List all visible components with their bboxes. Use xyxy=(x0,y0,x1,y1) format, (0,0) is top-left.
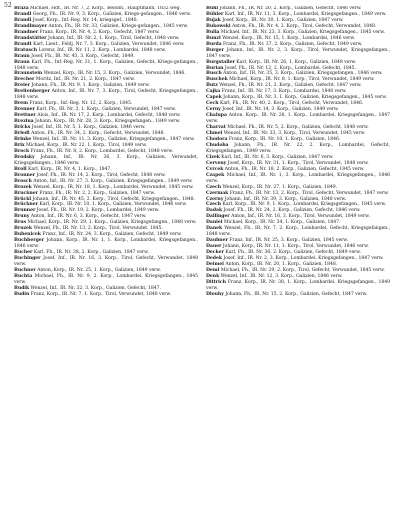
entry-details: Karl, Korp., IR. Nr. 9, 1. Korp., Lombardei, Kriegsgefangen., 1845 verw. xyxy=(222,202,387,208)
entry-name: Cerveny xyxy=(206,160,227,166)
entry-name: Busch xyxy=(206,71,222,77)
list-entry xyxy=(14,256,198,268)
entry-name: Brezina xyxy=(14,119,34,125)
list-entry xyxy=(206,280,390,292)
entry-name: Burian xyxy=(206,65,224,71)
entry-name: Brückl xyxy=(14,196,32,202)
entry-name: Braun xyxy=(14,53,30,59)
entry-details: Wenzel, Korp., IR. Nr. 15, 1. Korp., Lombardei, 1846 verw. xyxy=(222,35,355,41)
entry-name: Brückner xyxy=(14,202,38,208)
entry-details: Johann, Inf., IR. Nr. 39, 3. Korp., Galizien, 1848 verw. xyxy=(224,196,347,202)
entry-name: Bruckner xyxy=(14,190,38,196)
list-entry xyxy=(14,60,198,72)
entry-name: Brenner xyxy=(14,107,35,113)
entry-details: Michael, Korp., IR. Nr. 34, 1. Korp., Galizien, 1847. xyxy=(223,220,341,226)
list-entry xyxy=(206,173,390,185)
entry-details: Wenzel, Inf., IR. Nr. 33, 3. Korp., Tirol, Verwundet, 1845 verw. xyxy=(223,131,366,137)
entry-name: Dallinger xyxy=(206,214,230,220)
entry-name: Dedek xyxy=(206,256,222,262)
entry-details: Anton, Fh., IR. Nr. 33, Galizien, Kriegs-gefangen., 1845 verw. xyxy=(48,23,189,29)
entry-details: Anton, Korp., IR. Nr. 20, 1. Korp., Galizien, 1848. xyxy=(225,261,338,267)
entry-name: Deml xyxy=(206,267,220,273)
entry-name: Brecher xyxy=(14,77,35,83)
entry-name: Daniel xyxy=(206,220,223,226)
entry-name: Brem xyxy=(14,101,28,107)
entry-name: Daubner xyxy=(206,238,228,244)
entry-details: Wenzel, Inf., IR. Nr. 12, 3. Korp., Galizien, 1846 verw. xyxy=(220,273,343,279)
entry-name: Breitenberger xyxy=(14,89,50,95)
entry-details: Johann, Korp., IR. Nr. 11, 1. Korp., Tirol, Verwundet, 1846 verw. xyxy=(222,244,369,250)
entry-details: Franz, Fh., IR. Nr. 8, 2. Korp., Lombardei, Gefecht, 1848 verw. xyxy=(30,148,174,154)
entry-name: Dauer xyxy=(206,244,222,250)
entry-name: Decker xyxy=(206,250,224,256)
page-number: 52 xyxy=(4,2,12,9)
entry-details: Franz, Korp., IR. Nr. 4, 2. Korp., Gefecht, 1847 verw. xyxy=(39,29,160,35)
entry-details: Wenzel, Korp., IR. Nr. 18, 1. Korp., Lombardei, Verwundet, 1845 verw. xyxy=(33,184,194,190)
entry-name: Bühler xyxy=(206,11,224,17)
entry-details: Josef, Korp., IR. Nr. 30, 1. Korp., Galizien, 1847 verw. xyxy=(222,17,344,23)
entry-details: Johann, Inf., IR. Nr. 36, 3. Korp., Galizien, Verwundet, Kriegsgefangen., 1846 verw. xyxy=(14,154,198,166)
entry-name: Breier xyxy=(14,83,31,89)
entry-details: Michael, Inf., IR. Nr. 23, 3. Korp., Galizien, Kriegsgefangen., 1845 verw. xyxy=(220,29,385,35)
column-left xyxy=(14,6,198,518)
entry-details: Franz, Korp., IR. Nr. 10, 1. Korp., Galizien, 1846. xyxy=(228,136,341,142)
entry-name: Buchinger xyxy=(14,256,41,262)
entry-details: Michael, Korp., IR. Nr. 29, 1. Korp., Galizien, Kriegsgefangen., 1848 verw. xyxy=(27,220,197,226)
entry-name: Burger xyxy=(206,47,224,53)
list-entry xyxy=(14,89,198,101)
entry-details: Karl, Inf., IR. Nr. 11, 3. Korp., Lombardei, Kriegsgefangen., 1849 verw. xyxy=(224,11,387,17)
entry-details: Franz, Korp., Inf.-Reg. Nr. 12, 2. Korp., 1845. xyxy=(29,101,133,107)
entry-name: Braun xyxy=(14,59,30,65)
entry-name: Deimel xyxy=(206,261,224,267)
list-entry xyxy=(14,274,198,286)
entry-name: Burgstaller xyxy=(206,59,235,65)
entry-name: Buchta xyxy=(14,273,33,279)
entry-details: Johann, Inf., IR. Nr. 2, 3. Korp., Tirol, Verwundet, Kriegsgefangen., 1847 verw. xyxy=(206,47,390,59)
list-entry xyxy=(206,226,390,238)
columns xyxy=(14,6,390,518)
entry-name: Burda xyxy=(206,41,222,47)
list-entry xyxy=(206,113,390,125)
entry-details: Wenzel, Korp., IR. Nr. 27, 1. Korp., Galizien, 1849. xyxy=(222,184,338,190)
entry-details: Josef, Inf., IR. Nr. 14, 3. Korp., Galizien, 1849 verw. xyxy=(222,107,339,113)
entry-details: Karl, Korp., IR. Nr. 10, 1. Korp., Galizien, Verwundet, 1846 verw. xyxy=(39,202,187,208)
entry-name: Capek xyxy=(206,95,222,101)
entry-details: Franz, Inf., IR. Nr. 25, 3. Korp., Galizien, 1845 verw. xyxy=(229,238,349,244)
entry-details: Moritz, Inf., IR. Nr. 21, 2. Korp., 1847 verw. xyxy=(35,77,136,83)
entry-details: Johann, Fh., IR. Nr. 20, 2. Korp., Galizien, Gefecht, 1846 verw. xyxy=(219,6,362,11)
entry-name: Brandstätter xyxy=(14,35,47,41)
entry-details: Karl, Lieut., Feldj. Nr. 7, 3. Korp., Galizien, Verwundet, 1846 verw. xyxy=(33,41,185,47)
entry-name: Brosch xyxy=(14,178,32,184)
entry-details: Karl, Fh., Inf.-Reg. Nr. 31, 1. Korp., Galizien, Gefecht, Kriegs-gefangen., 1848 verw. xyxy=(14,59,198,71)
entry-name: Chmel xyxy=(206,131,223,137)
entry-details: Franz, Korp., IR. Nr. 38, 1. Korp., Lombardei, Kriegsgefangen., 1849 verw. xyxy=(206,279,390,291)
entry-name: Bukowski xyxy=(206,23,231,29)
entry-name: Brandt xyxy=(14,41,32,47)
entry-name: Bruzek xyxy=(14,226,33,232)
entry-details: Wenzel, Fh., IR. Nr. 7, 2. Korp., Lombardei, Gefecht, Kriegsgefangen., 1848 verw. xyxy=(206,226,390,238)
entry-details: Josef, Inf., IR. Nr. 5, 1. Korp., Galizien, 1846 verw. xyxy=(31,125,146,131)
entry-name: Budin xyxy=(14,291,30,297)
entry-name: Brock xyxy=(14,148,30,154)
entry-name: Briedl xyxy=(14,131,30,137)
entry-details: Michael, Fh., IR. Nr. 5, 2. Korp., Galizien, Gefecht, 1848 verw. xyxy=(227,125,369,131)
entry-details: Franz, Korp., IR. Nr. 7, 1. Korp., Tirol, Verwundet, 1848 verw. xyxy=(30,291,172,297)
entry-name: Braunstein xyxy=(14,71,43,77)
entry-details: Josef, Fh., IR. Nr. 43, 3. Korp., Gefecht, 1849. xyxy=(31,53,135,59)
entry-details: Johann, Inf., IR. Nr. 2, 1. Korp., Tirol, Gefecht, 1848 verw. xyxy=(47,35,180,41)
entry-name: Charvat xyxy=(206,125,226,131)
entry-details: Josef, Fh., IR. Nr. 14, 2. Korp., Tirol, Gefecht, 1848 verw. xyxy=(36,172,166,178)
entry-name: Broll xyxy=(14,166,27,172)
entry-details: Karl, Fh., IR. Nr. 36, 2. Korp., Galizien, Gefecht, 1849 verw. xyxy=(225,250,362,256)
entry-details: Josef, Fh., IR. Nr. 19, 2. Korp., Lombardei, 1849 verw. xyxy=(36,208,160,214)
entry-name: Brazá xyxy=(14,6,29,11)
entry-name: Budik xyxy=(14,285,30,291)
entry-details: Johann, Fh., IR. Nr. 22, 2. Korp., Lombardei, Gefecht, Kriegsgefangen., 1849 verw. xyxy=(206,142,390,154)
entry-name: Chudoba xyxy=(206,142,229,148)
entry-name: Brandner xyxy=(14,29,39,35)
entry-name: Bricks xyxy=(14,125,31,131)
list-entry xyxy=(206,143,390,155)
entry-name: Buchner xyxy=(14,267,36,273)
entry-details: Anton, Fh., IR. Nr. 4, 2. Korp., Tirol, Gefecht, Verwundet, 1848. xyxy=(231,23,377,29)
entry-details: Karl, Korp., IR. Nr. 4, 1. Korp., 1847. xyxy=(28,166,112,172)
entry-details: Lorenz, Inf., IR. Nr. 11, 2. Korp., Lombardei, 1848 verw. xyxy=(38,47,166,53)
entry-details: Anton, Inf., IR. Nr. 35, 3. Korp., Galizien, Kriegsgefangen., 1846 verw. xyxy=(223,71,383,77)
entry-details: Alois, Inf., IR. Nr. 17, 2. Korp., Lombardei, Gefecht, 1848 verw. xyxy=(37,113,181,119)
entry-details: Karl, Fh., IR. Nr. 40, 2. Korp., Tirol, Gefecht, Verwundet, 1846. xyxy=(219,101,364,107)
entry-details: Johann, Inf., IR. Nr. 45, 3. Korp., Tirol, Gefecht, Kriegsgefangen., 1848. xyxy=(32,196,195,202)
entry-name: Brozek xyxy=(14,184,32,190)
entry-name: Butz xyxy=(206,83,218,89)
entry-name: Bunzl xyxy=(206,35,221,41)
entry-name: Brix xyxy=(14,142,25,148)
entry-name: Chalupa xyxy=(206,113,227,119)
entry-details: Michael, Korp., IR. Nr. 22, 1. Korp., Tirol, 1849 verw. xyxy=(26,142,147,148)
entry-details: Josef, Korp., Inf.-Reg. Nr. 14, kriegsgef., 1840. xyxy=(32,17,138,23)
entry-details: Wenzel, Fh., IR. Nr. 21, 2. Korp., Galizien, Gefecht, 1847 verw. xyxy=(219,83,362,89)
entry-name: Buchberger xyxy=(14,238,44,244)
entry-name: Brandl xyxy=(14,11,32,17)
entry-name: Buschek xyxy=(206,77,228,83)
entry-name: Dittrich xyxy=(206,279,226,285)
entry-details: Karl, Fh., IR. Nr. 3, 1. Korp., Galizien, Verwundet, 1847 verw. xyxy=(36,107,176,113)
entry-details: Michael, Korp., IR. Nr. 8, 1. Korp., Tirol, Verwundet, 1849 verw. xyxy=(229,77,375,83)
entry-name: Czermak xyxy=(206,190,229,196)
entry-details: Anton, Fh., IR. Nr. 34, 2. Korp., Gefecht, Verwundet, 1848. xyxy=(31,131,165,137)
entry-name: Brodsky xyxy=(14,154,35,160)
entry-details: Wenzel, Korp., IR. Nr. 15, 3. Korp., Galizien, Verwundet, 1846. xyxy=(43,71,186,77)
entry-details: Josef, Inf., IR. Nr. 2, 3. Korp., Lombardei, Kriegsgefangen., 1847 verw. xyxy=(223,256,384,262)
entry-details: Johann, Korp., IR. Nr. 3, 1. Korp., Galizien, Kriegsgefangen., 1845 verw. xyxy=(223,95,387,101)
entry-name: Bronner xyxy=(14,172,36,178)
entry-details: Anton, Inf., IR. Nr. 27, 3. Korp., Galizien, Kriegsgefangen., 1849 verw. xyxy=(33,178,193,184)
entry-name: Bratusch xyxy=(14,47,38,53)
entry-details: Anton, Korp., IR. Nr. 28, 1. Korp., Lombardei, Kriegsgefangen., 1847 verw. xyxy=(206,113,390,125)
entry-details: Wenzel, Inf., IR. Nr. 32, 3. Korp., Galizien, Gefecht, 1847. xyxy=(30,285,161,291)
entry-name: Brinke xyxy=(14,136,32,142)
entry-details: Johann, Korp., IR. Nr. 1, 1. Korp., Lombardei, Kriegsgefangen., 1846 verw. xyxy=(14,238,198,250)
entry-details: Wenzel, Inf., IR. Nr. 11, 3. Korp., Galizien, Kriegsgefangen., 1847 verw. xyxy=(32,136,195,142)
entry-name: Cech xyxy=(206,101,219,107)
entry-details: Johann, Fh., IR. Nr. 9, 1. Korp., Galizien, 1849 verw. xyxy=(31,83,150,89)
entry-name: Bruny xyxy=(14,214,30,220)
entry-details: Franz, Inf., IR. Nr. 24, 3. Korp., Galizien, Gefecht, 1849 verw. xyxy=(42,232,182,238)
entry-details: Michael, Fh., IR. Nr. 29, 2. Korp., Tirol, Gefecht, Verwundet, 1845 verw. xyxy=(220,267,385,273)
entry-details: Wenzel, Fh., IR. Nr. 13, 2. Korp., Tirol, Verwundet, 1845. xyxy=(33,226,163,232)
entry-details: Franz, Inf., IR. Nr. 17, 3. Korp., Lombardei, 1848 verw. xyxy=(221,89,347,95)
entry-name: Brus xyxy=(14,220,27,226)
entry-details: Anton, Inf., IR. Nr. 7, 3. Korp., Tirol, Gefecht, Kriegsgefangen., 1848 verw. xyxy=(14,89,198,101)
entry-details: Franz, Fh., IR. Nr. 13, 2. Korp., Tirol, Gefecht, Verwundet, 1847 verw. xyxy=(229,190,389,196)
entry-details: Anton, Fh., IR. Nr. 18, 2. Korp., Galizien, Gefecht, 1845 verw. xyxy=(224,166,365,172)
entry-details: Franz, Fh., IR. Nr. 2, 2. Korp., Galizien, 1847 verw. xyxy=(39,190,156,196)
entry-name: Brunner xyxy=(14,208,36,214)
entry-details: Josef, Korp., IR. Nr. 31, 1. Korp., Tirol, Verwundet, 1848 verw. xyxy=(227,160,369,166)
entry-details: Karl, Inf., IR. Nr. 6, 3. Korp., Galizien, 1847 verw. xyxy=(221,154,334,160)
entry-name: Czapek xyxy=(206,172,225,178)
column-right xyxy=(206,6,390,518)
list-entry xyxy=(206,292,390,298)
entry-details: Josef, Inf., IR. Nr. 16, 3. Korp., Tirol, Gefecht, Verwundet, 1848 verw. xyxy=(14,256,198,267)
entry-name: Bujak xyxy=(206,17,221,23)
entry-details: Michael, Hdt., IR. Nr. 7, 2. Korp., Belobn., Hauptmann, 1832 weg. xyxy=(30,6,181,11)
entry-name: Denk xyxy=(206,273,220,279)
entry-name: Brettner xyxy=(14,113,36,119)
list-entry xyxy=(14,238,198,250)
entry-name: Chodora xyxy=(206,136,228,142)
entry-name: Bubenicek xyxy=(14,232,41,238)
entry-details: Michael, Inf., IR. Nr. 1, 3. Korp., Lombardei, Kriegsgefangen., 1846 verw. xyxy=(206,172,390,184)
entry-details: Anton, Inf., IR. Nr. 6, 3. Korp., Gefecht, 1847 verw. xyxy=(30,214,147,220)
entry-details: Anton, Inf., IR. Nr. 16, 3. Korp., Tirol, Verwundet, 1849 verw. xyxy=(231,214,370,220)
entry-name: Czech xyxy=(206,184,222,190)
entry-name: Dlouhy xyxy=(206,291,224,297)
entry-details: Franz, Fh., IR. Nr. 37, 2. Korp., Galizien, Gefecht, 1849 verw. xyxy=(223,41,363,47)
entry-name: Cizek xyxy=(206,154,220,160)
entry-name: Czerny xyxy=(206,196,224,202)
list-entry xyxy=(14,155,198,167)
entry-name: Czech xyxy=(206,202,222,208)
entry-details: Anton, Korp., IR. Nr. 25, 1. Korp., Galizien, 1849 verw. xyxy=(37,267,162,273)
entry-details: Josef, Fh., IR. Nr. 12, 2. Korp., Lombardei, Gefecht, 1845. xyxy=(224,65,356,71)
list-entry xyxy=(14,292,198,298)
entry-name: Bucher xyxy=(14,250,33,256)
entry-details: Johann, Korp., IR. Nr. 28, 3. Korp., Kriegsgefangen., 1849 verw. xyxy=(34,119,181,125)
list-entry xyxy=(206,48,390,60)
entry-name: Danek xyxy=(206,226,223,232)
entry-details: Josef, Fh., IR. Nr. 24, 2. Korp., Galizien, Gefecht, 1846 verw. xyxy=(223,208,361,214)
entry-name: Cajka xyxy=(206,89,221,95)
entry-name: Dadak xyxy=(206,208,223,214)
entry-details: Johann, Fh., IR. Nr. 15, 2. Korp., Galizien, Gefecht, 1847 verw. xyxy=(225,291,368,297)
entry-details: Karl, Fh., IR. Nr. 38, 2. Korp., Galizien, 1847 verw. xyxy=(33,250,149,256)
entry-name: Bulla xyxy=(206,29,220,35)
entry-name: Cvrcek xyxy=(206,166,224,172)
entry-name: Bühl xyxy=(206,6,219,11)
entry-name: Cerny xyxy=(206,107,221,113)
entry-name: Brandlmayer xyxy=(14,23,47,29)
entry-name: Brandl xyxy=(14,17,32,23)
entry-details: Georg, Fh., IR. Nr. 9, 3. Korp., Galizien, Kriegs-gefangen., 1846 verw. xyxy=(32,11,192,17)
entry-details: Karl, Korp., IR. Nr. 26, 1. Korp., Galizien, 1848 verw. xyxy=(236,59,357,65)
entry-details: Michael, Fh., IR. Nr. 9, 2. Korp., Lombardei, Kriegsgefangen., 1845 verw. xyxy=(14,273,198,285)
